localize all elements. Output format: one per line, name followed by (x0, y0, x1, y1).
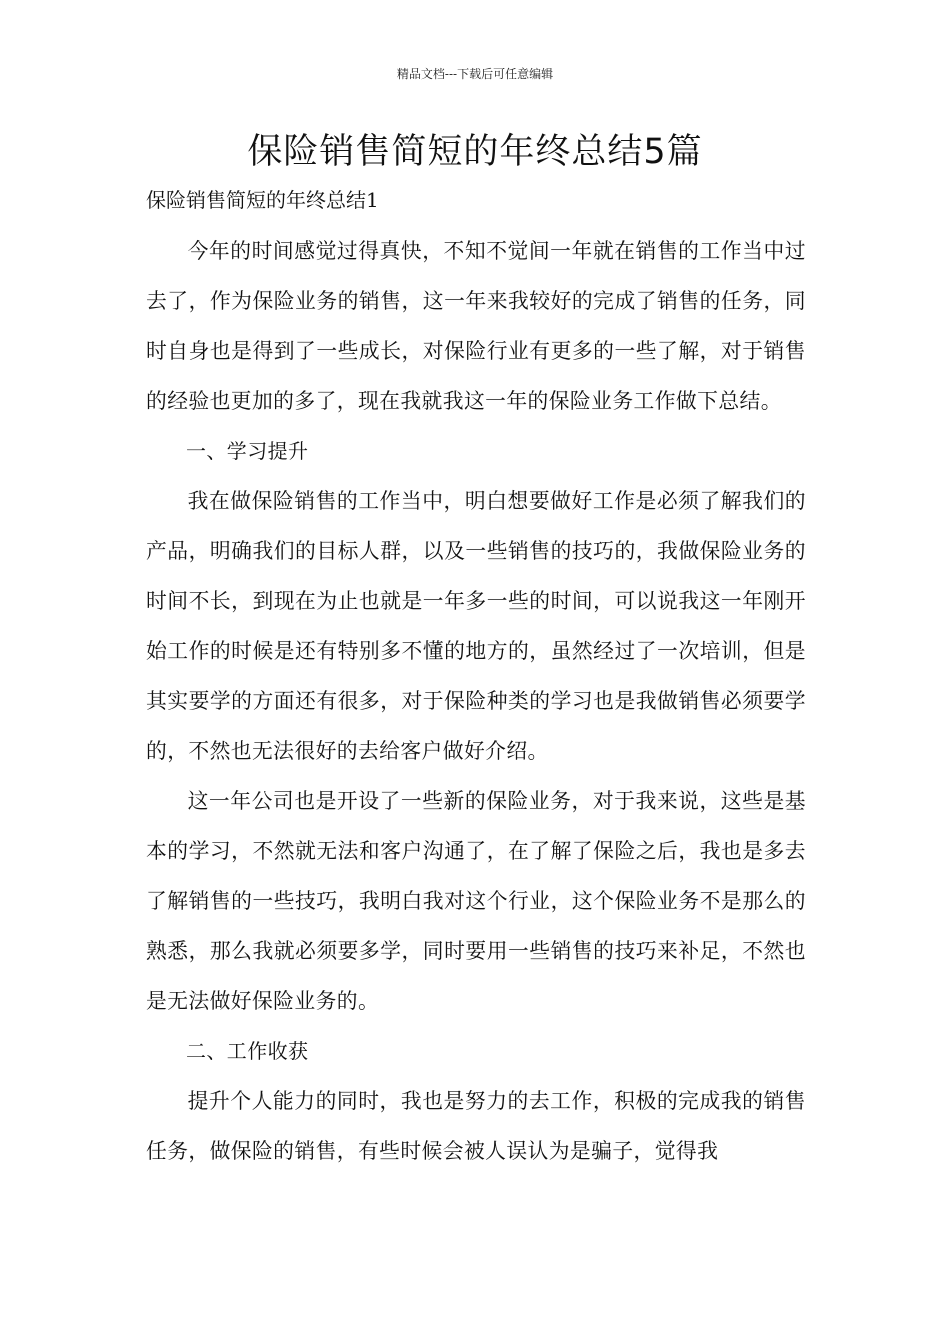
paragraph-intro: 今年的时间感觉过得真快，不知不觉间一年就在销售的工作当中过去了，作为保险业务的销售，这一年来我较好的完成了销售的任务，同时自身也是得到了一些成长，对保险行业有更多的一些了解，对于销售的经验也更加的多了，现在我就我这一年的保险业务工作做下总结。 (146, 239, 806, 413)
header-note: 精品文档---下载后可任意编辑 (396, 67, 554, 81)
section-subtitle: 保险销售简短的年终总结1 (146, 188, 379, 212)
paragraph-gains-1: 提升个人能力的同时，我也是努力的去工作，积极的完成我的销售任务，做保险的销售，有些时候会被人误认为是骗子，觉得我 (146, 1089, 806, 1163)
paragraph-learning-1: 我在做保险销售的工作当中，明白想要做好工作是必须了解我们的产品，明确我们的目标人群，以及一些销售的技巧的，我做保险业务的时间不长，到现在为止也就是一年多一些的时间，可以说我这一年刚开始工作的时候是还有特别多不懂的地方的，虽然经过了一次培训，但是其实要学的方面还有很多，对于保险种类的学习也是我做销售必须要学的，不然也无法很好的去给客户做好介绍。 (146, 489, 806, 763)
document-body (146, 226, 806, 1176)
section-heading-learning: 一、学习提升 (186, 439, 309, 463)
document-title: 保险销售简短的年终总结5篇 (247, 132, 703, 172)
section-heading-gains: 二、工作收获 (186, 1039, 309, 1063)
paragraph-learning-2: 这一年公司也是开设了一些新的保险业务，对于我来说，这些是基本的学习，不然就无法和客户沟通了，在了解了保险之后，我也是多去了解销售的一些技巧，我明白我对这个行业，这个保险业务不是那么的熟悉，那么我就必须要多学，同时要用一些销售的技巧来补足，不然也是无法做好保险业务的。 (146, 789, 806, 1013)
